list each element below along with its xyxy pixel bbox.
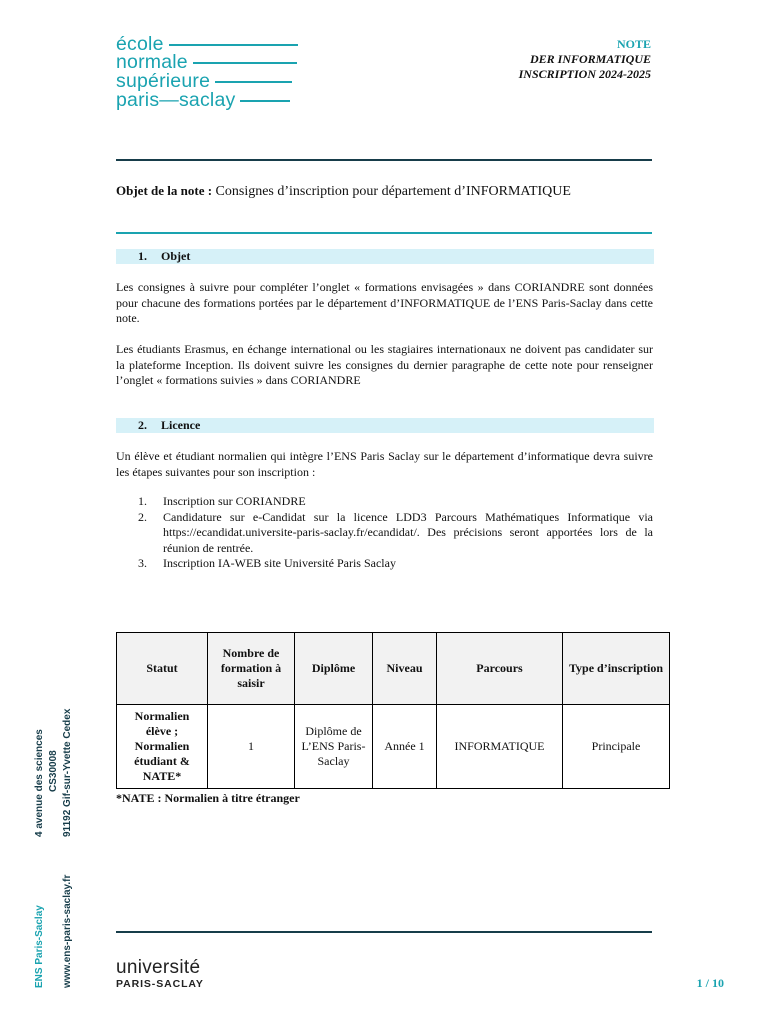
list-number: 1. <box>138 494 147 508</box>
department-label: DER INFORMATIQUE <box>529 52 651 66</box>
header-rule <box>116 159 652 161</box>
table-header: Niveau <box>373 633 437 705</box>
subject-label: Objet de la note : <box>116 183 213 198</box>
section-title: Objet <box>161 249 191 263</box>
subject-text: Consignes d’inscription pour département d’INFORMATIQUE <box>215 184 571 199</box>
section-number: 2. <box>138 418 147 432</box>
logo-dash <box>215 81 292 83</box>
section-heading-objet <box>116 249 654 264</box>
inscription-label: INSCRIPTION 2024-2025 <box>518 67 651 81</box>
address-line: 91192 Gif-sur-Yvette Cedex <box>62 708 73 837</box>
logo-dash <box>169 44 298 46</box>
table-header: Type d’inscription <box>563 633 670 705</box>
table-header: Statut <box>117 633 208 705</box>
list-number: 2. <box>138 509 147 524</box>
table-header: Parcours <box>437 633 563 705</box>
subject-rule <box>116 232 652 234</box>
list-item <box>116 556 653 572</box>
section-heading-licence <box>116 418 654 433</box>
address-line: 4 avenue des sciences <box>34 729 45 837</box>
table-header: Nombre de formation à saisir <box>208 633 295 705</box>
logo-paris-saclay: PARIS-SACLAY <box>116 978 204 990</box>
address-line: CS30008 <box>48 750 59 792</box>
list-text: Inscription IA-WEB site Université Paris Saclay <box>163 556 396 570</box>
table-cell: Année 1 <box>373 705 437 789</box>
logo-word-ecole: école <box>116 33 164 56</box>
page-number: 1 / 10 <box>696 976 724 990</box>
note-subject <box>116 183 571 200</box>
table-cell: Diplôme de L’ENS Paris-Saclay <box>295 705 373 789</box>
table-cell: INFORMATIQUE <box>437 705 563 789</box>
table-header: Diplôme <box>295 633 373 705</box>
table-row <box>117 705 670 789</box>
list-item <box>116 510 653 557</box>
table-header-row <box>117 633 670 705</box>
table-cell: Principale <box>563 705 670 789</box>
table-footnote: *NATE : Normalien à titre étranger <box>116 791 300 805</box>
logo-universite: université <box>116 957 201 978</box>
section-title: Licence <box>161 418 201 432</box>
paragraph: Un élève et étudiant normalien qui intègre l’ENS Paris Saclay sur le département d’informatique devra suivre les étapes suivantes pour son inscription : <box>116 449 653 479</box>
list-number: 3. <box>138 556 147 570</box>
list-item <box>116 494 653 510</box>
list-text: Candidature sur e-Candidat sur la licence LDD3 Parcours Mathématiques Informatique via https://ecandidat.universite-paris-saclay.fr/ecandidat/. Des précisions seront apportées lors de la réunion de rentrée. <box>163 509 653 555</box>
footer-rule <box>116 931 652 933</box>
paragraph: Les étudiants Erasmus, en échange international ou les stagiaires internationaux ne doivent pas candidater sur la plateforme Inception. Ils doivent suivre les consignes du dernier paragraphe de cette note pour renseigner l’onglet « formations suivies » dans CORIANDRE <box>116 342 653 387</box>
note-label: NOTE <box>616 37 651 51</box>
logo-word-paris-saclay: paris—saclay <box>116 89 236 112</box>
paragraph: Les consignes à suivre pour compléter l’onglet « formations envisagées » dans CORIANDRE sont données pour chacune des formations portées par le département d’INFORMATIQUE de l’ENS Paris-Saclay dans cette note. <box>116 280 653 325</box>
logo-dash <box>193 62 297 64</box>
logo-word-normale: normale <box>116 51 188 74</box>
note-header <box>519 37 651 82</box>
website-link[interactable]: www.ens-paris-saclay.fr <box>62 874 73 988</box>
enrollment-table <box>116 632 670 789</box>
institution-name: ENS Paris-Saclay <box>34 905 45 988</box>
logo-word-superieure: supérieure <box>116 70 211 93</box>
universite-paris-saclay-logo <box>116 958 204 990</box>
list-text: Inscription sur CORIANDRE <box>163 494 306 508</box>
table-cell: Normalien élève ; Normalien étudiant & NATE* <box>117 705 208 789</box>
section-number: 1. <box>138 249 147 263</box>
steps-list <box>116 494 653 572</box>
logo-dash <box>240 100 290 102</box>
table-cell: 1 <box>208 705 295 789</box>
